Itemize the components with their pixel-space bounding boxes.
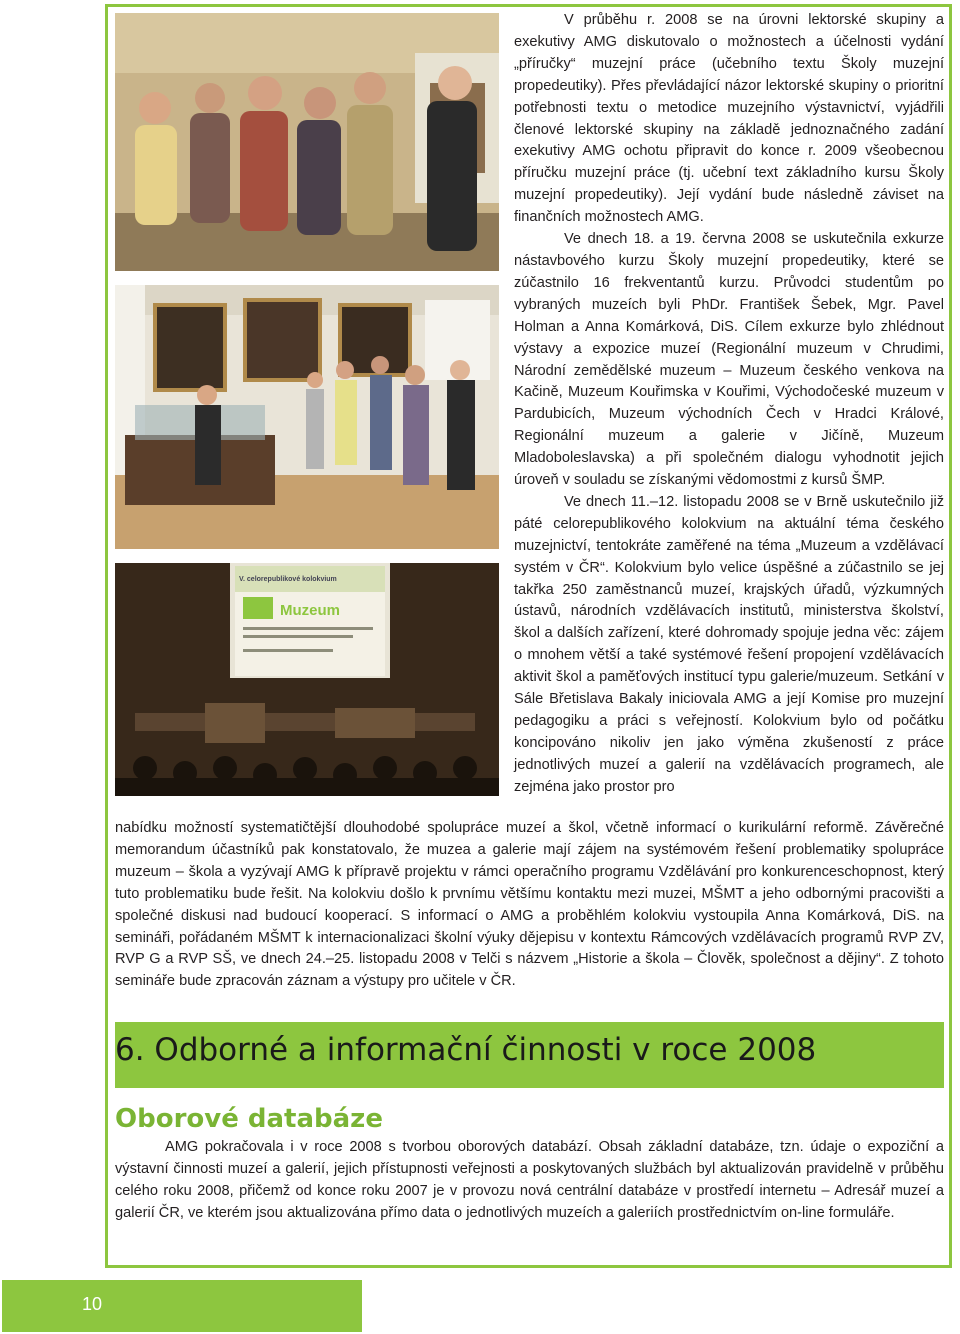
- photo-group-of-women: [115, 13, 499, 271]
- section-title: 6. Odborné a informační činnosti v roce 2008: [115, 1032, 817, 1068]
- projection-heading: V. celorepublikové kolokvium: [239, 576, 337, 583]
- projection-muzeum-word: Muzeum: [280, 602, 340, 619]
- page-number: 10: [82, 1294, 103, 1314]
- photo-conference-hall: [115, 563, 499, 796]
- section-heading-bar: [115, 1022, 944, 1088]
- paragraph-excursion: Ve dnech 18. a 19. června 2008 se uskutečnila exkurze nástavbového kurzu Školy muzejní propedeutiky, které se zúčastnilo 16 frekventantů kurzu. Průvodci studentům po vybraných muzeích byli PhDr. František Šebek, Mgr. Pavel Holman a Anna Komárková, DiS. Cílem exkurze bylo zhlédnout výstavy a expozice muzeí (Regionální muzeum v Chrudimi, Národní zemědělské muzeum – Muzeum českého venkova na Kačině, Muzeum Kouřimska v Kouřimi, Východočeské muzeum v Pardubicích, Muzeum východních Čech v Hradci Králové, Regionální muzeum a galerie v Jičíně, Muzeum Mladoboleslavska) a při společném dialogu vyhodnotit jejich úroveň v souladu se získanými vědomostmi z kursů ŠMP.: [514, 231, 944, 489]
- paragraph-continuation: nabídku možností systematičtější dlouhodobé spolupráce muzeí a škol, včetně informací o kurikulární reformě. Závěrečné memorandum účastníků pak konstatovalo, že muzea a galerie mají zájem na systémovém řešení problematiky spolupráce muzeum – škola a vyzývají AMG k přípravě projektu v rámci operačního programu Vzdělávání pro konkurenceschopnost, který tuto problematiku bude řešit. Na kolokviu došlo k prvnímu většímu kontaktu mezi muzei, MŠMT a jeho odbornými pracovišti a společné diskusi nad budoucí kooperací. S informací o AMG a proběhlém kolokviu vystoupila Anna Komárková, DiS. na semináři, pořádaném MŠMT k internacionalizaci školní výuky dějepisu v kontextu Rámcových vzdělávacích programů RVP ZV, RVP G a RVP SŠ, ve dnech 24.–25. listopadu 2008 v Telči s názvem „Historie a škola – Člověk, společnost a dějiny“. Z tohoto semináře bude zpracován záznam a výstupy pro učitele v ČR.: [115, 820, 944, 990]
- paragraph-handbook: V průběhu r. 2008 se na úrovni lektorské skupiny a exekutivy AMG diskutovalo o možnostech a účelnosti vydání „příručky“ muzejní práce (učebního textu Školy muzejní propedeutiky). Přes převládající názor lektorské skupiny o prioritní potřebnosti textu o metodice muzejního výstavnictví, vyjádřili členové lektorské skupiny na základě jednoznačného zadání exekutivy AMG ochotu připravit do konce r. 2009 všeobecnou příručku muzejní práce (tj. učební text základního kursu Školy muzejní propedeutiky). Její vydání bude následně záviset na finančních možnostech AMG.: [514, 12, 944, 226]
- subsection-title: Oborové databáze: [115, 1104, 383, 1134]
- subsection-text: [115, 1137, 944, 1225]
- right-column-text: [514, 10, 944, 799]
- paragraph-colloquium: Ve dnech 11.–12. listopadu 2008 se v Brně uskutečnilo již páté celorepublikového kolokvium na aktuální téma českého muzejnictví, tentokráte zaměřené na téma „Muzeum a vzdělávací systém v ČR“. Kolokvium bylo velice úspěšné a zúčastnilo se jej takřka 250 zaměstnanců muzeí, krajských úřadů, výzkumných ústavů, národních vzdělávacích institutů, ministerstva školství, škol a dalších zařízení, které dohromady spojuje jedna věc: zájem o mnohem větší a také systémové řešení propojení vzdělávacích aktivit škol a paměťových institucí typu galerie/muzeum. Setkání v Sále Břetislava Bakaly iniciovala AMG a její Komise pro muzejní pedagogiku a práci s veřejností. Kolokvium bylo od počátku koncipováno nikoliv jen jako výměna zkušeností z práce jednotlivých muzeí a galerií na vzdělávacích programech, ale zejména jako prostor pro: [514, 493, 944, 795]
- photo-exhibition-hall: [115, 285, 499, 549]
- page-number-tab: [2, 1280, 362, 1332]
- paragraph-databases: AMG pokračovala i v roce 2008 s tvorbou oborových databází. Obsah základní databáze, tzn. údaje o expoziční a výstavní činnosti muzeí a galerií, jejich přístupnosti veřejnosti a poskytovaných službách byl aktualizován pravidelně v průběhu celého roku 2008, přičemž od konce roku 2007 je v provozu nová centrální databáze v prostředí internetu – Adresář muzeí a galerií ČR, ve kterém jsou aktualizována přímo data o jednotlivých muzeích a galeriích prostřednictvím on-line formuláře.: [115, 1139, 944, 1221]
